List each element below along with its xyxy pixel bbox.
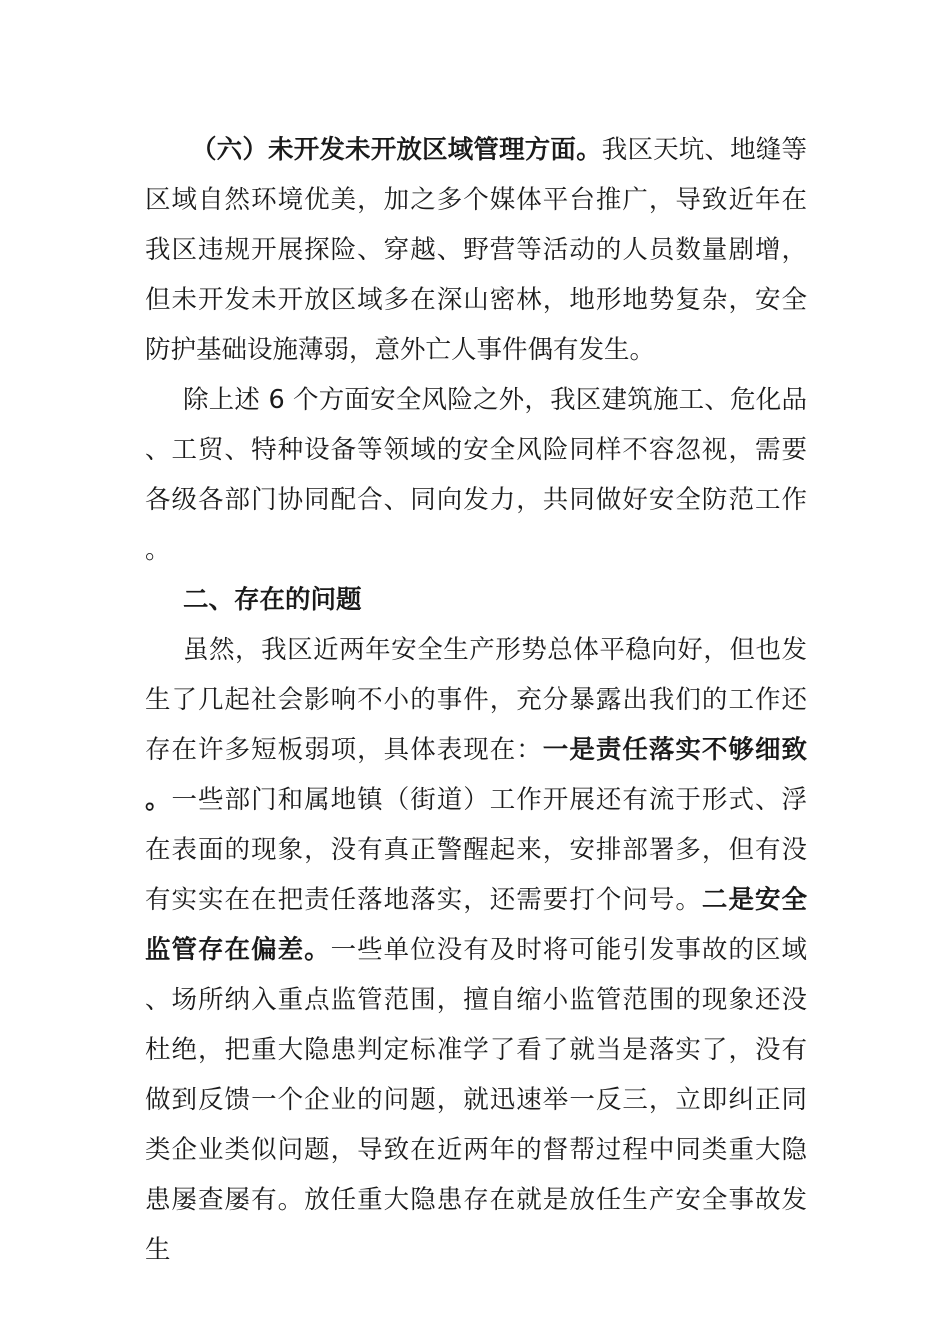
problem-point-bold: 一是责任落实不够细致。 (145, 735, 807, 815)
paragraph-text: 虽然，我区近两年安全生产形势总体平稳向好，但也发生了几起社会影响不小的事件，充分暴露出我们的工作还存在许多短板弱项，具体表现在： (145, 635, 807, 765)
document-page (145, 125, 807, 1275)
paragraph-undeveloped-areas (145, 125, 807, 375)
section-heading: 二、存在的问题 (183, 585, 362, 615)
paragraph-problems (145, 625, 807, 1275)
paragraph-text: 我区天坑、地缝等区域自然环境优美，加之多个媒体平台推广，导致近年在我区违规开展探险、穿越、野营等活动的人员数量剧增，但未开发未开放区域多在深山密林，地形地势复杂，安全防护基础设施薄弱，意外亡人事件偶有发生。 (145, 135, 807, 365)
section-lead-bold: （六）未开发未开放区域管理方面。 (191, 135, 602, 165)
problem-point-bold: 二是安全监管存在偏差。 (145, 885, 807, 965)
paragraph-text: 一些单位没有及时将可能引发事故的区域、场所纳入重点监管范围，擅自缩小监管范围的现象还没杜绝，把重大隐患判定标准学了看了就当是落实了，没有做到反馈一个企业的问题，就迅速举一反三，立即纠正同类企业类似问题，导致在近两年的督帮过程中同类重大隐患屡查屡有。放任重大隐患存在就是放任生产安全事故发生 (145, 935, 807, 1265)
paragraph-text: 除上述 6 个方面安全风险之外，我区建筑施工、危化品、工贸、特种设备等领域的安全风险同样不容忽视，需要各级各部门协同配合、同向发力，共同做好安全防范工作。 (145, 385, 807, 565)
paragraph-other-risks (145, 375, 807, 575)
paragraph-text: 一些部门和属地镇（街道）工作开展还有流于形式、浮在表面的现象，没有真正警醒起来，安排部署多，但有没有实实在在把责任落地落实，还需要打个问号。 (145, 785, 807, 915)
